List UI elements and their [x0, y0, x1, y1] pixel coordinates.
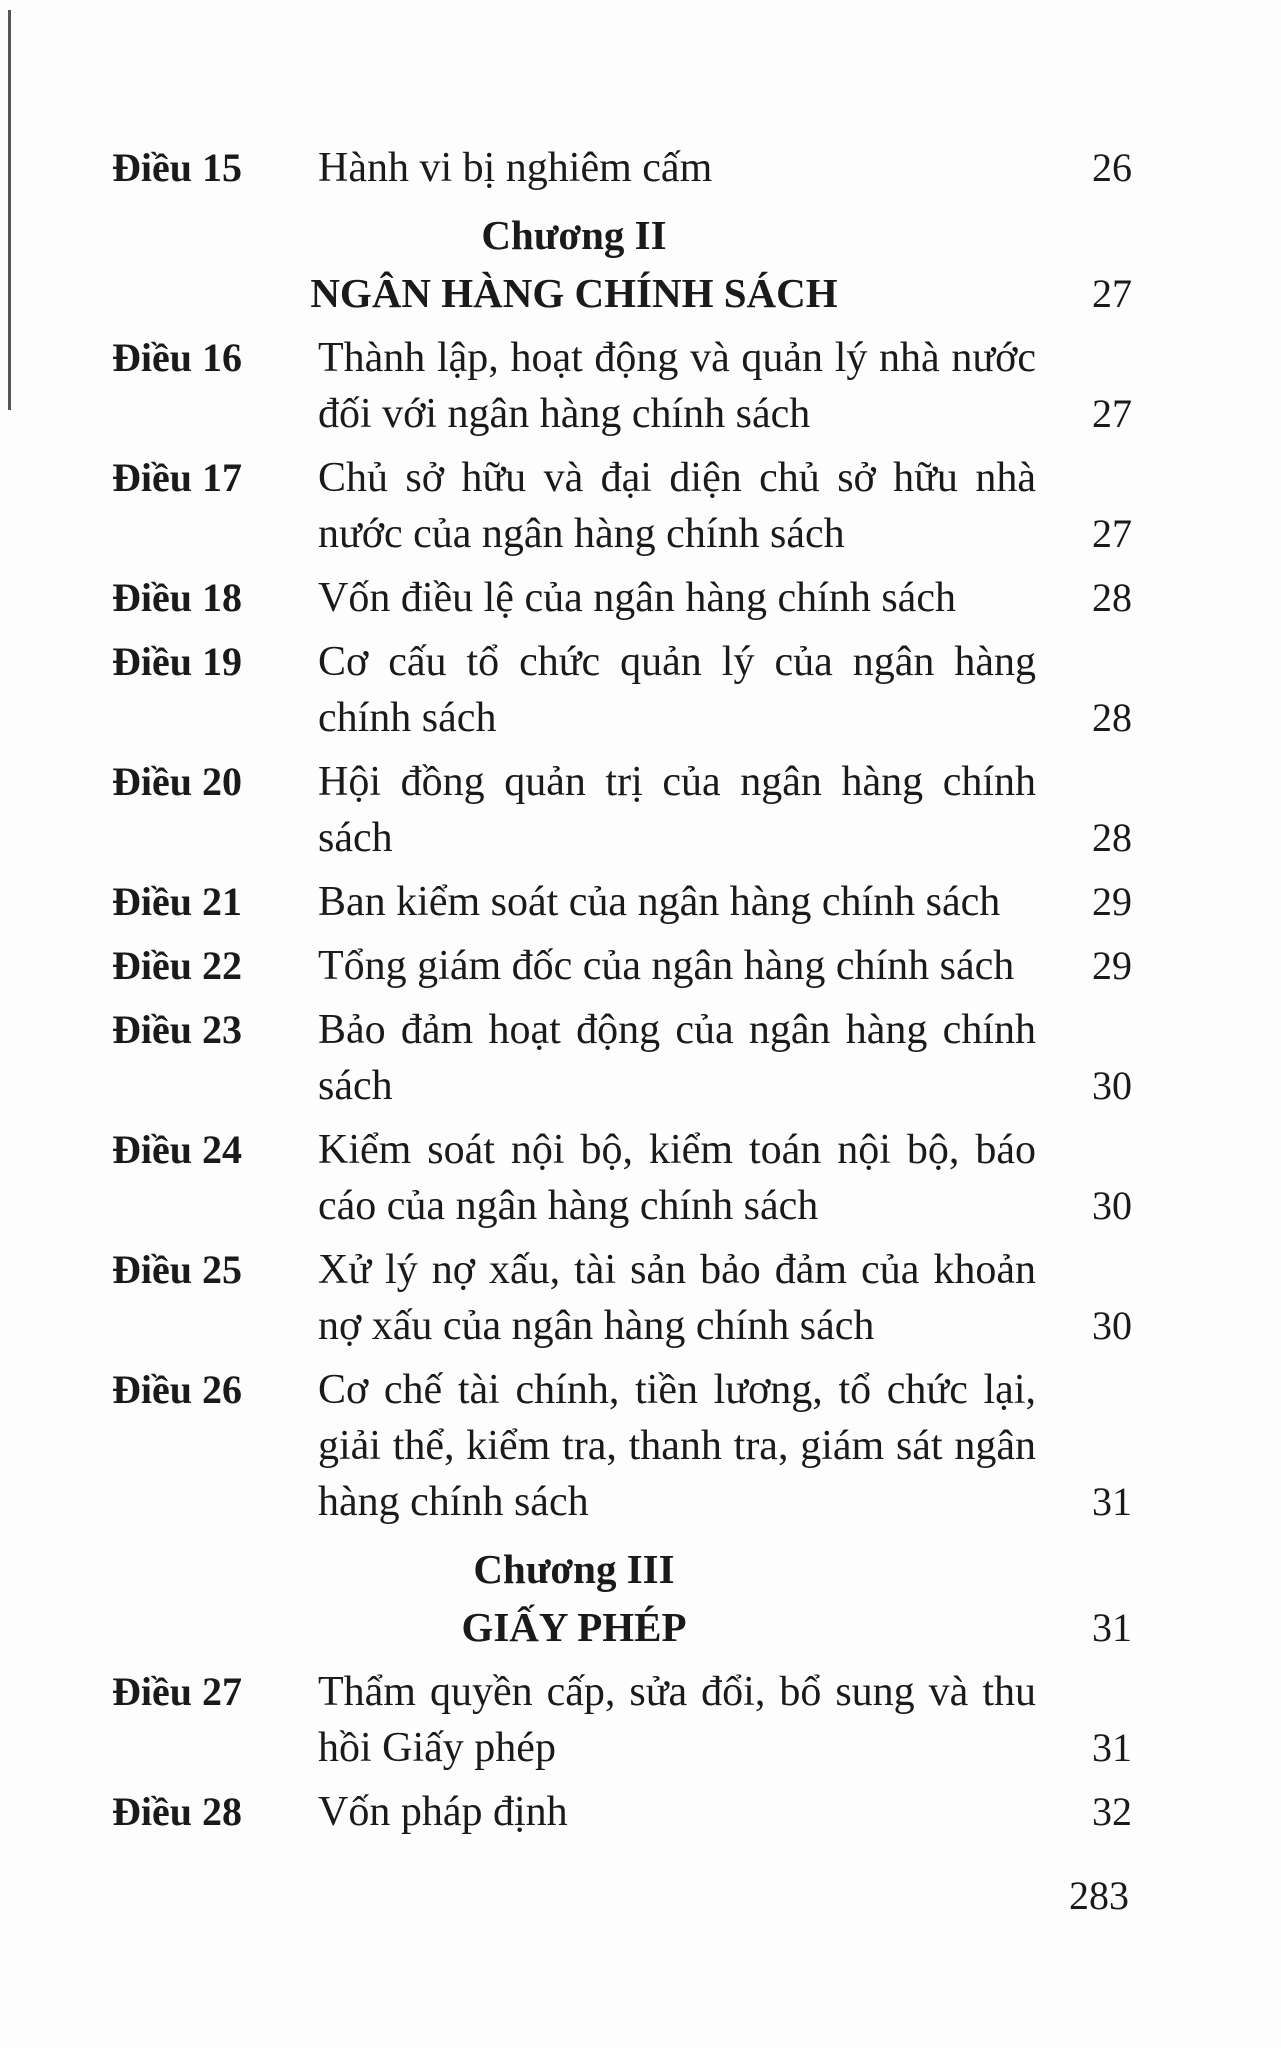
chapter-title: NGÂN HÀNG CHÍNH SÁCH: [310, 270, 838, 316]
chapter-title: GIẤY PHÉP: [461, 1604, 687, 1650]
toc-entry-dieu-17: [112, 450, 1132, 562]
article-page-number: 31: [1092, 1725, 1132, 1770]
page-number: 283: [1069, 1873, 1129, 1918]
article-label: Điều 25: [112, 1247, 242, 1292]
toc-entry-dieu-21: [112, 874, 1132, 930]
article-label: Điều 15: [112, 145, 242, 190]
article-label: Điều 27: [112, 1669, 242, 1714]
toc-entry-dieu-19: [112, 634, 1132, 746]
article-title: Thành lập, hoạt động và quản lý nhà nước đối với ngân hàng chính sách: [318, 335, 1036, 437]
article-title: Vốn pháp định: [318, 1789, 568, 1835]
toc-entry-dieu-25: [112, 1242, 1132, 1354]
toc-chapter-iii: [112, 1540, 1132, 1656]
article-page-number: 30: [1092, 1183, 1132, 1228]
toc-entry-dieu-26: [112, 1362, 1132, 1530]
article-label: Điều 17: [112, 455, 242, 500]
article-title: Hội đồng quản trị của ngân hàng chính sách: [318, 759, 1036, 861]
toc-entry-dieu-16: [112, 330, 1132, 442]
toc-entry-dieu-15: [112, 140, 1132, 196]
chapter-heading: Chương III: [473, 1546, 675, 1592]
chapter-heading: Chương II: [481, 212, 667, 258]
article-page-number: 27: [1092, 511, 1132, 556]
article-title: Cơ cấu tổ chức quản lý của ngân hàng chính sách: [318, 639, 1036, 741]
table-of-contents: [112, 140, 1132, 1840]
toc-entry-dieu-23: [112, 1002, 1132, 1114]
article-title: Xử lý nợ xấu, tài sản bảo đảm của khoản nợ xấu của ngân hàng chính sách: [318, 1247, 1036, 1349]
article-page-number: 28: [1092, 575, 1132, 620]
article-title: Chủ sở hữu và đại diện chủ sở hữu nhà nước của ngân hàng chính sách: [318, 455, 1036, 557]
article-title: Ban kiểm soát của ngân hàng chính sách: [318, 879, 1001, 925]
article-label: Điều 23: [112, 1007, 242, 1052]
toc-entry-dieu-28: [112, 1784, 1132, 1840]
article-title: Hành vi bị nghiêm cấm: [318, 145, 713, 191]
toc-entry-dieu-20: [112, 754, 1132, 866]
article-title: Vốn điều lệ của ngân hàng chính sách: [318, 575, 956, 621]
article-page-number: 27: [1092, 391, 1132, 436]
article-label: Điều 26: [112, 1367, 242, 1412]
article-label: Điều 21: [112, 879, 242, 924]
toc-entry-dieu-18: [112, 570, 1132, 626]
article-title: Tổng giám đốc của ngân hàng chính sách: [318, 943, 1015, 989]
toc-entry-dieu-27: [112, 1664, 1132, 1776]
toc-entry-dieu-22: [112, 938, 1132, 994]
article-page-number: 29: [1092, 879, 1132, 924]
article-label: Điều 22: [112, 943, 242, 988]
article-label: Điều 24: [112, 1127, 242, 1172]
article-label: Điều 20: [112, 759, 242, 804]
article-page-number: 32: [1092, 1789, 1132, 1834]
article-label: Điều 28: [112, 1789, 242, 1834]
toc-entry-dieu-24: [112, 1122, 1132, 1234]
article-title: Cơ chế tài chính, tiền lương, tổ chức lại, giải thể, kiểm tra, thanh tra, giám sát ngân hàng chính sách: [318, 1367, 1036, 1525]
article-page-number: 31: [1092, 1479, 1132, 1524]
article-label: Điều 19: [112, 639, 242, 684]
article-title: Thẩm quyền cấp, sửa đổi, bổ sung và thu hồi Giấy phép: [318, 1669, 1036, 1771]
binding-edge-line: [8, 10, 11, 410]
article-page-number: 28: [1092, 695, 1132, 740]
article-page-number: 29: [1092, 943, 1132, 988]
article-title: Kiểm soát nội bộ, kiểm toán nội bộ, báo cáo của ngân hàng chính sách: [318, 1127, 1036, 1229]
article-page-number: 26: [1092, 145, 1132, 190]
article-label: Điều 16: [112, 335, 242, 380]
chapter-page-number: 31: [1092, 1605, 1132, 1650]
article-page-number: 30: [1092, 1303, 1132, 1348]
chapter-page-number: 27: [1092, 271, 1132, 316]
article-label: Điều 18: [112, 575, 242, 620]
article-page-number: 30: [1092, 1063, 1132, 1108]
article-title: Bảo đảm hoạt động của ngân hàng chính sách: [318, 1007, 1036, 1109]
toc-chapter-ii: [112, 206, 1132, 322]
article-page-number: 28: [1092, 815, 1132, 860]
